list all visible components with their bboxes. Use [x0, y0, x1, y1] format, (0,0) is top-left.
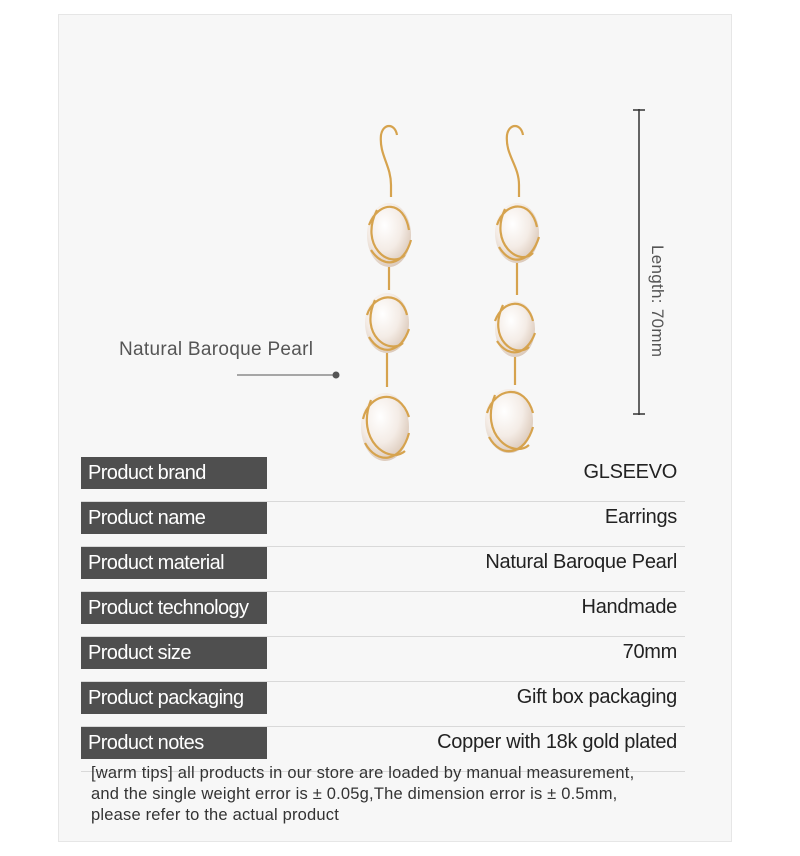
spec-row-name — [81, 502, 685, 547]
spec-key: Product technology — [81, 592, 267, 624]
spec-table — [81, 457, 685, 772]
spec-key: Product packaging — [81, 682, 267, 714]
spec-key: Product brand — [81, 457, 267, 489]
pearl-callout-line — [237, 371, 341, 379]
spec-value: Copper with 18k gold plated — [437, 731, 677, 753]
spec-row-brand — [81, 457, 685, 502]
spec-row-packaging — [81, 682, 685, 727]
spec-key: Product material — [81, 547, 267, 579]
spec-value: Handmade — [581, 596, 677, 618]
spec-row-size — [81, 637, 685, 682]
tips-line: please refer to the actual product — [91, 806, 340, 824]
spec-value: Gift box packaging — [516, 686, 677, 708]
product-card — [58, 14, 732, 842]
spec-value: Natural Baroque Pearl — [485, 551, 677, 573]
spec-key: Product size — [81, 637, 267, 669]
spec-value: GLSEEVO — [583, 461, 677, 483]
pearl-callout-label: Natural Baroque Pearl — [119, 339, 314, 360]
spec-value: 70mm — [622, 641, 677, 663]
spec-value: Earrings — [604, 506, 677, 528]
warm-tips — [91, 763, 711, 826]
length-ruler — [633, 109, 645, 415]
tips-line: and the single weight error is ± 0.05g,The dimension error is ± 0.5mm, — [91, 785, 618, 803]
spec-row-material — [81, 547, 685, 592]
right-earring — [485, 126, 539, 453]
earrings-photo — [59, 15, 733, 475]
left-earring — [361, 126, 411, 461]
tips-line: [warm tips] all products in our store are loaded by manual measurement, — [91, 764, 635, 782]
spec-key: Product notes — [81, 727, 267, 759]
spec-row-technology — [81, 592, 685, 637]
length-label: Length: 70mm — [648, 245, 667, 358]
spec-key: Product name — [81, 502, 267, 534]
